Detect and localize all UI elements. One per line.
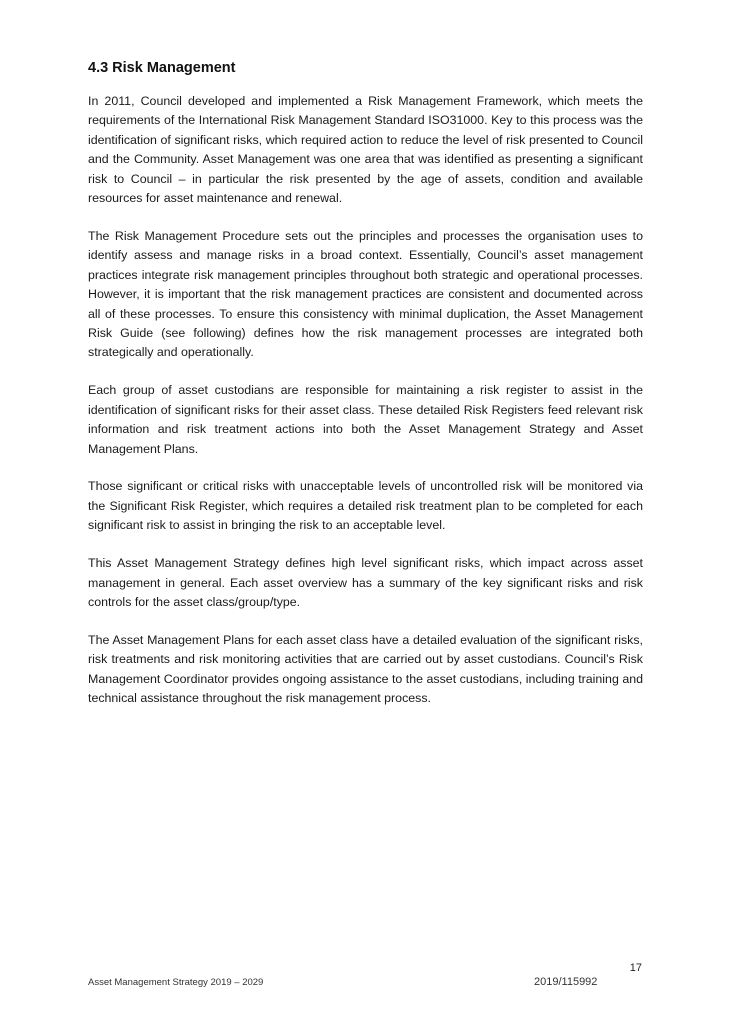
paragraph-significant-risks: Those significant or critical risks with unacceptable levels of uncontrolled risk will be monitored via the Significant Risk Register, which requires a detailed risk treatment plan to be completed for each significant risk to assist in bringing the risk to an acceptable level. (88, 479, 643, 533)
page-content (88, 58, 643, 727)
paragraph-strategy: This Asset Management Strategy defines high level significant risks, which impact across asset management in general. Each asset overview has a summary of the key significant risks and risk controls for the asset class/group/type. (88, 556, 643, 609)
footer-document-title: Asset Management Strategy 2019 – 2029 (88, 977, 264, 988)
page-number: 17 (629, 962, 642, 974)
paragraph-framework: In 2011, Council developed and implemented a Risk Management Framework, which meets the requirements of the International Risk Management Standard ISO31000. Key to this process was the identification of significant risks, which required action to reduce the level of risk presented to Council and the Community. Asset Management was one area that was identified as presenting a significant risk to Council – in particular the risk presented by the age of assets, condition and available resources for asset maintenance and renewal. (88, 94, 643, 206)
footer-document-ref: 2019/115992 (534, 976, 598, 988)
paragraph-procedure: The Risk Management Procedure sets out the principles and processes the organisation uses to identify assess and manage risks in a broad context. Essentially, Council’s asset management practices integrate risk management principles throughout both strategic and operational processes. However, it is important that the risk management practices are consistent and documented across all of these processes. To ensure this consistency with minimal duplication, the Asset Management Risk Guide (see following) defines how the risk management processes are integrated both strategically and operationally. (88, 228, 643, 360)
paragraph-risk-registers: Each group of asset custodians are responsible for maintaining a risk register to assist in the identification of significant risks for their asset class. These detailed Risk Registers feed relevant risk information and risk treatment actions into both the Asset Management Strategy and Asset Management Plans. (88, 383, 643, 456)
section-heading: 4.3 Risk Management (88, 60, 236, 76)
paragraph-asset-plans: The Asset Management Plans for each asset class have a detailed evaluation of the significant risks, risk treatments and risk monitoring activities that are carried out by asset custodians. Council’s Risk Management Coordinator provides ongoing assistance to the asset custodians, including training and technical assistance throughout the risk management process. (88, 632, 643, 706)
